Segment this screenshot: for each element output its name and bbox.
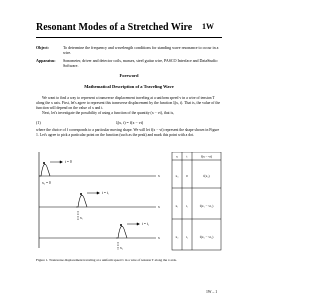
table-border: [172, 152, 221, 250]
title-rule: [36, 37, 222, 38]
velocity-arrowhead-t1: [97, 192, 100, 194]
lab-number: 1W: [202, 22, 214, 31]
velocity-arrowhead-t0: [60, 161, 63, 163]
table-cell: x₀: [175, 174, 179, 178]
label-x-axis-t1: x: [158, 205, 160, 209]
table-cell: f(x₂ − vt₂): [199, 235, 214, 239]
page-number: 1W – 1: [206, 290, 218, 294]
label-t2: t = t₂: [142, 222, 150, 226]
peak-dot-t1: [80, 193, 82, 195]
page-title: Resonant Modes of a Stretched Wire: [36, 22, 193, 33]
label-t-eq-0: t = 0: [65, 160, 72, 164]
pulse-t0: [39, 164, 50, 176]
velocity-arrowhead-t2: [137, 223, 140, 225]
label-x2: x₂: [120, 246, 124, 250]
table-cell: f(x₀): [203, 174, 210, 178]
figure-1: [36, 152, 222, 252]
values-table: [172, 152, 221, 250]
label-x-axis-t0: x: [158, 174, 160, 178]
apparatus-label: Apparatus:: [36, 58, 56, 63]
table-cell: x₁: [175, 204, 179, 208]
equation-number: (1): [36, 120, 41, 125]
label-t1: t = t₁: [102, 191, 110, 195]
apparatus-text: Sonometer, driver and detector coils, masses, steel guitar wire, PASCO Interface and DataStudio Software.: [63, 58, 218, 68]
table-header-x: x: [176, 154, 178, 159]
equation-expression: ξ(x, t) = f(x − vt): [116, 120, 144, 125]
paragraph-2: Next, let's investigate the possibility of using a function of the quantity (x − vt), that is,: [42, 111, 175, 115]
foreword-heading: Foreword: [119, 73, 139, 78]
peak-dot-t2: [120, 224, 122, 226]
paragraph-1: We want to find a way to represent a transverse displacement traveling at a uniform speed v in a wire of tension T along the x axis. First, let's agree to represent this transverse displacement by the function ξ(x, t). That is, the value of the function will depend on the value of x and t.: [36, 96, 221, 110]
paragraph-3: where the choice of f corresponds to a particular moving shape. We will let f(x − vt) represent the shape shown in Figure 1. Let's agree to pick a particular point on the function (such as the peak) and mark this point with a dot.: [36, 128, 220, 137]
figure-caption: Figure 1. Transverse displacement traveling at a uniform speed v in a wire of tension T along the x axis.: [36, 258, 177, 262]
math-heading: Mathematical Description of a Traveling Wave: [84, 84, 174, 89]
pulse-t2: [116, 226, 127, 238]
table-header-t: t: [186, 154, 188, 159]
label-x-eq-0: x₀ = 0: [42, 181, 51, 185]
pulse-t1: [76, 195, 87, 207]
table-cell: t₁: [185, 204, 189, 208]
label-x1: x₁: [80, 216, 84, 220]
object-text: To determine the frequency and wavelength conditions for standing wave resonance to occur in a wire.: [63, 45, 219, 55]
peak-dot-t0: [43, 162, 45, 164]
table-cell: x₂: [175, 235, 179, 239]
table-cell: t₂: [185, 235, 189, 239]
label-x-axis-t2: x: [158, 236, 160, 240]
object-label: Object:: [36, 45, 49, 50]
table-cell: 0: [186, 174, 188, 178]
table-header-f: f(x − vt): [200, 154, 213, 159]
table-cell: f(x₁ − vt₁): [199, 204, 214, 208]
